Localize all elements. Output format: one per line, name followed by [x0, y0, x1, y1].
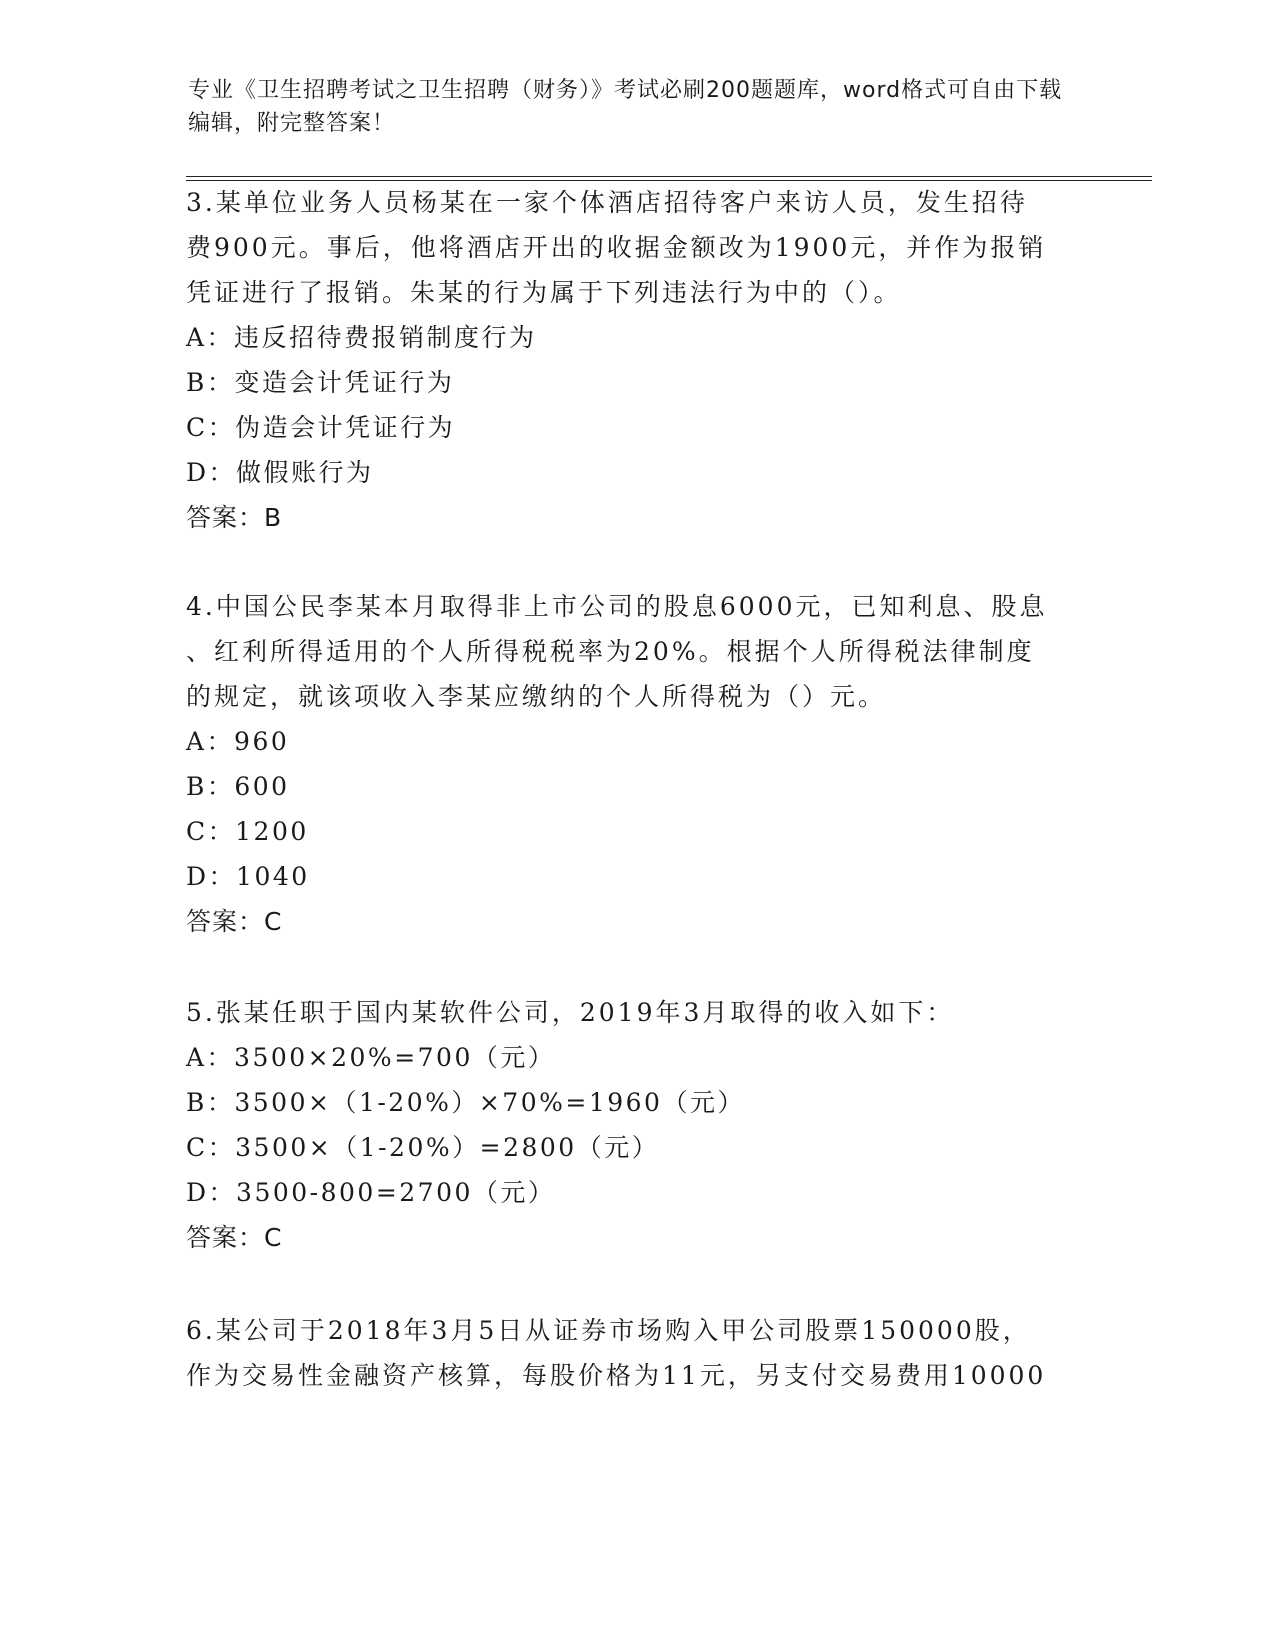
- option-b: B：变造会计凭证行为: [186, 368, 455, 397]
- answer: 答案：C: [186, 1223, 283, 1252]
- answer: 答案：B: [186, 503, 283, 532]
- question-stem-line: 作为交易性金融资产核算，每股价格为11元，另支付交易费用10000: [186, 1361, 1047, 1390]
- question-stem-line: 4.中国公民李某本月取得非上市公司的股息6000元，已知利息、股息: [186, 592, 1048, 621]
- question-stem-line: 5.张某任职于国内某软件公司，2019年3月取得的收入如下：: [186, 998, 955, 1027]
- option-b: B：600: [186, 772, 290, 801]
- option-d: D：3500-800=2700（元）: [186, 1178, 556, 1207]
- answer: 答案：C: [186, 907, 283, 936]
- question-stem-line: 的规定，就该项收入李某应缴纳的个人所得税为（）元。: [186, 682, 887, 711]
- option-a: A：3500×20%=700（元）: [186, 1043, 556, 1072]
- question-stem-line: 3.某单位业务人员杨某在一家个体酒店招待客户来访人员，发生招待: [186, 188, 1028, 217]
- question-stem-line: 凭证进行了报销。朱某的行为属于下列违法行为中的（）。: [186, 278, 902, 307]
- option-b: B：3500×（1-20%）×70%=1960（元）: [186, 1088, 745, 1117]
- option-c: C：伪造会计凭证行为: [186, 413, 456, 442]
- question-5: [186, 990, 1086, 1260]
- question-4: [186, 584, 1086, 944]
- option-c: C：1200: [186, 817, 309, 846]
- option-a: A：960: [186, 727, 290, 756]
- question-stem-line: 、红利所得适用的个人所得税税率为20%。根据个人所得税法律制度: [186, 637, 1035, 666]
- question-stem-line: 6.某公司于2018年3月5日从证券市场购入甲公司股票150000股，: [186, 1316, 1031, 1345]
- question-stem-line: 费900元。事后，他将酒店开出的收据金额改为1900元，并作为报销: [186, 233, 1047, 262]
- option-a: A：违反招待费报销制度行为: [186, 323, 537, 352]
- option-d: D：1040: [186, 862, 310, 891]
- question-3: [186, 180, 1086, 540]
- question-6: [186, 1308, 1086, 1398]
- document-header: 专业《卫生招聘考试之卫生招聘（财务）》考试必刷200题题库，word格式可自由下载编辑，附完整答案！: [188, 78, 1063, 136]
- option-d: D：做假账行为: [186, 458, 374, 487]
- option-c: C：3500×（1-20%）=2800（元）: [186, 1133, 660, 1162]
